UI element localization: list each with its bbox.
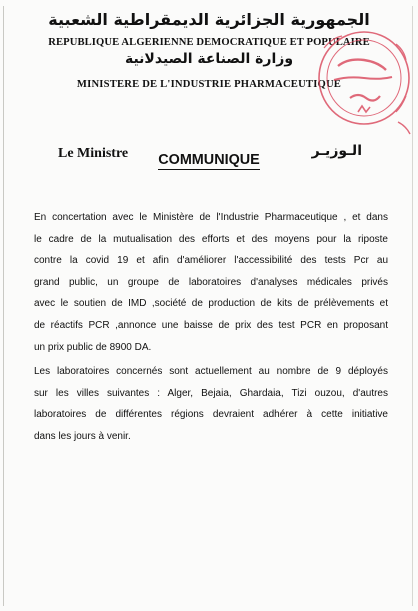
- paragraph-2-line: laboratoires de différentes régions devraient adhérer à cette initiative: [34, 409, 388, 421]
- paragraph-1-line: En concertation avec le Ministère de l'Industrie Pharmaceutique , et dans: [34, 212, 388, 223]
- paragraph-1-line: grand public, un groupe de laboratoires d'analyses médicales privés: [34, 276, 388, 288]
- header-french-ministry: MINISTERE DE L'INDUSTRIE PHARMACEUTIQUE: [76, 79, 342, 90]
- paragraph-1: [34, 207, 388, 358]
- header-arabic-ministry: وزارة الصناعة الصيدلانية: [124, 51, 294, 67]
- paragraph-2-line: sur les villes suivantes : Alger, Bejaia, Ghardaia, Tizi ouzou, d'autres: [34, 387, 388, 399]
- signature-label-french: Le Ministre: [58, 146, 129, 161]
- paragraph-1-line: avec le soutien de IMD ,société de production de kits de prélèvements et: [34, 298, 388, 310]
- paragraph-1-line: de réactifs PCR ,annonce une baisse de prix des test PCR en proposant: [34, 319, 388, 331]
- signature-label-arabic: الـوزيـر: [311, 143, 362, 159]
- paragraph-2-line: dans les jours à venir.: [34, 430, 131, 442]
- communique-body: [34, 207, 388, 448]
- paragraph-2: [34, 361, 388, 447]
- paragraph-1-line: un prix public de 8900 DA.: [34, 341, 152, 353]
- document-title: [0, 152, 418, 168]
- paragraph-1-line: contre la covid 19 et afin d'améliorer l'accessibilité des tests Pcr au: [34, 255, 388, 267]
- header-french-republic: REPUBLIQUE ALGERIENNE DEMOCRATIQUE ET POPULAIRE: [48, 37, 370, 48]
- paragraph-1-line: le cadre de la mutualisation des efforts et des moyens pour la riposte: [34, 233, 388, 245]
- document-title-text: COMMUNIQUE: [158, 152, 260, 168]
- official-seal-stamp-icon: [310, 26, 414, 138]
- header-arabic-republic: الجمهورية الجزائرية الديمقراطية الشعبية: [48, 10, 370, 29]
- paragraph-2-line: Les laboratoires concernés sont actuellement au nombre de 9 déployés: [34, 366, 388, 378]
